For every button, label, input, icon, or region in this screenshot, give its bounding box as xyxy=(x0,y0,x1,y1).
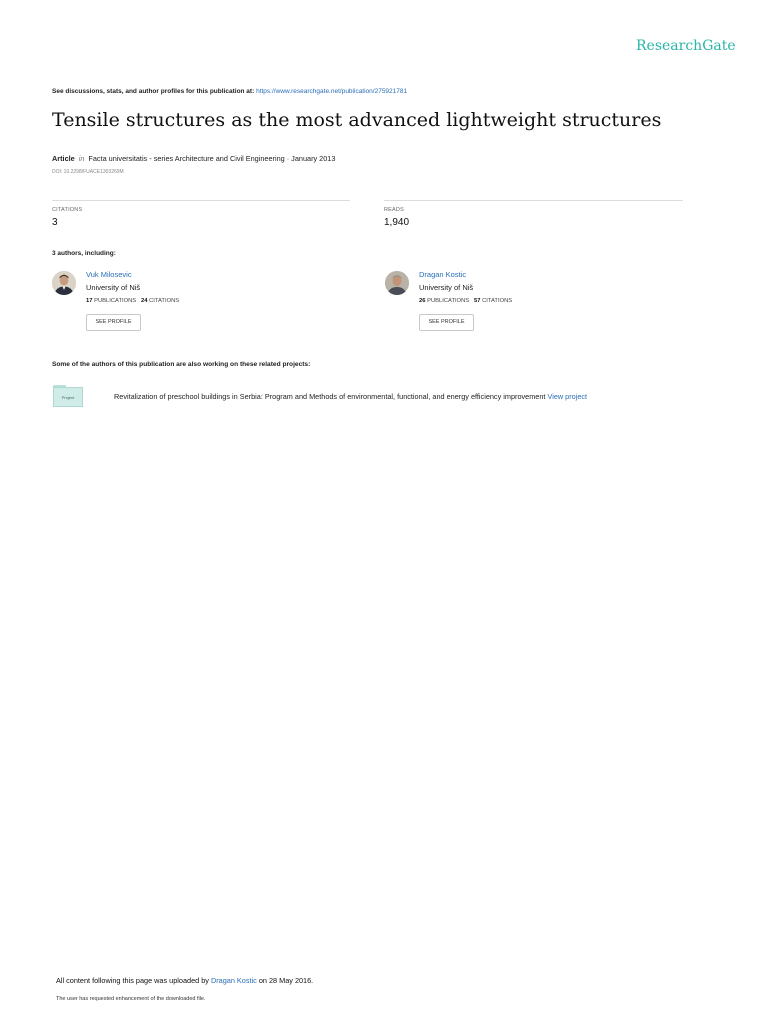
publication-venue[interactable]: Facta universitatis - series Architecture and Civil Engineering · January 2013 xyxy=(88,154,336,163)
publication-title: Tensile structures as the most advanced lightweight structures xyxy=(52,109,662,131)
reads-divider xyxy=(384,200,683,201)
citations-count: 57 xyxy=(474,298,481,304)
footer-note: The user has requested enhancement of the downloaded file. xyxy=(56,996,206,1002)
author-avatar[interactable] xyxy=(385,271,409,295)
author-affiliation: University of Niš xyxy=(419,283,474,292)
related-project xyxy=(114,392,587,401)
view-project-link[interactable]: View project xyxy=(547,392,588,401)
see-profile-button[interactable]: SEE PROFILE xyxy=(86,314,141,331)
project-folder-icon[interactable] xyxy=(53,385,83,407)
citations-divider xyxy=(52,200,350,201)
author-counts xyxy=(419,298,512,304)
publications-label: PUBLICATIONS xyxy=(94,298,137,304)
publication-url-link[interactable]: https://www.researchgate.net/publication/275921781 xyxy=(256,88,408,95)
author-avatar[interactable] xyxy=(52,271,76,295)
researchgate-logo[interactable]: ResearchGate xyxy=(636,38,736,54)
publication-type: Article xyxy=(52,154,75,163)
author-name-link[interactable]: Dragan Kostic xyxy=(419,270,467,279)
see-profile-button[interactable]: SEE PROFILE xyxy=(419,314,474,331)
citations-count: 24 xyxy=(141,298,148,304)
author-affiliation: University of Niš xyxy=(86,283,141,292)
intro-line xyxy=(52,88,407,95)
footer-prefix: All content following this page was uploaded by xyxy=(56,976,209,985)
citations-label: CITATIONS xyxy=(482,298,513,304)
citations-label: CITATIONS xyxy=(149,298,180,304)
footer-suffix: on 28 May 2016. xyxy=(258,976,314,985)
citations-value: 3 xyxy=(52,217,58,228)
publication-doi: DOI: 10.2298/FUACE1303269M xyxy=(52,169,124,175)
uploader-link[interactable]: Dragan Kostic xyxy=(210,976,257,985)
reads-value: 1,940 xyxy=(384,217,410,228)
intro-prefix: See discussions, stats, and author profiles for this publication at: xyxy=(52,88,255,95)
related-projects-heading: Some of the authors of this publication are also working on these related projects: xyxy=(52,361,311,368)
reads-label: READS xyxy=(384,207,404,213)
publication-meta xyxy=(52,154,335,163)
upload-footer xyxy=(56,976,313,985)
publications-count: 17 xyxy=(86,298,93,304)
publications-count: 26 xyxy=(419,298,426,304)
author-counts xyxy=(86,298,179,304)
publications-label: PUBLICATIONS xyxy=(427,298,470,304)
in-label: in xyxy=(78,154,85,163)
authors-heading: 3 authors, including: xyxy=(52,250,116,257)
author-name-link[interactable]: Vuk Milosevic xyxy=(86,270,132,279)
citations-label: CITATIONS xyxy=(52,207,83,213)
project-title: Revitalization of preschool buildings in Serbia: Program and Methods of environmental, functional, and energy efficiency improvement xyxy=(114,392,546,401)
project-badge: Project xyxy=(53,387,83,407)
